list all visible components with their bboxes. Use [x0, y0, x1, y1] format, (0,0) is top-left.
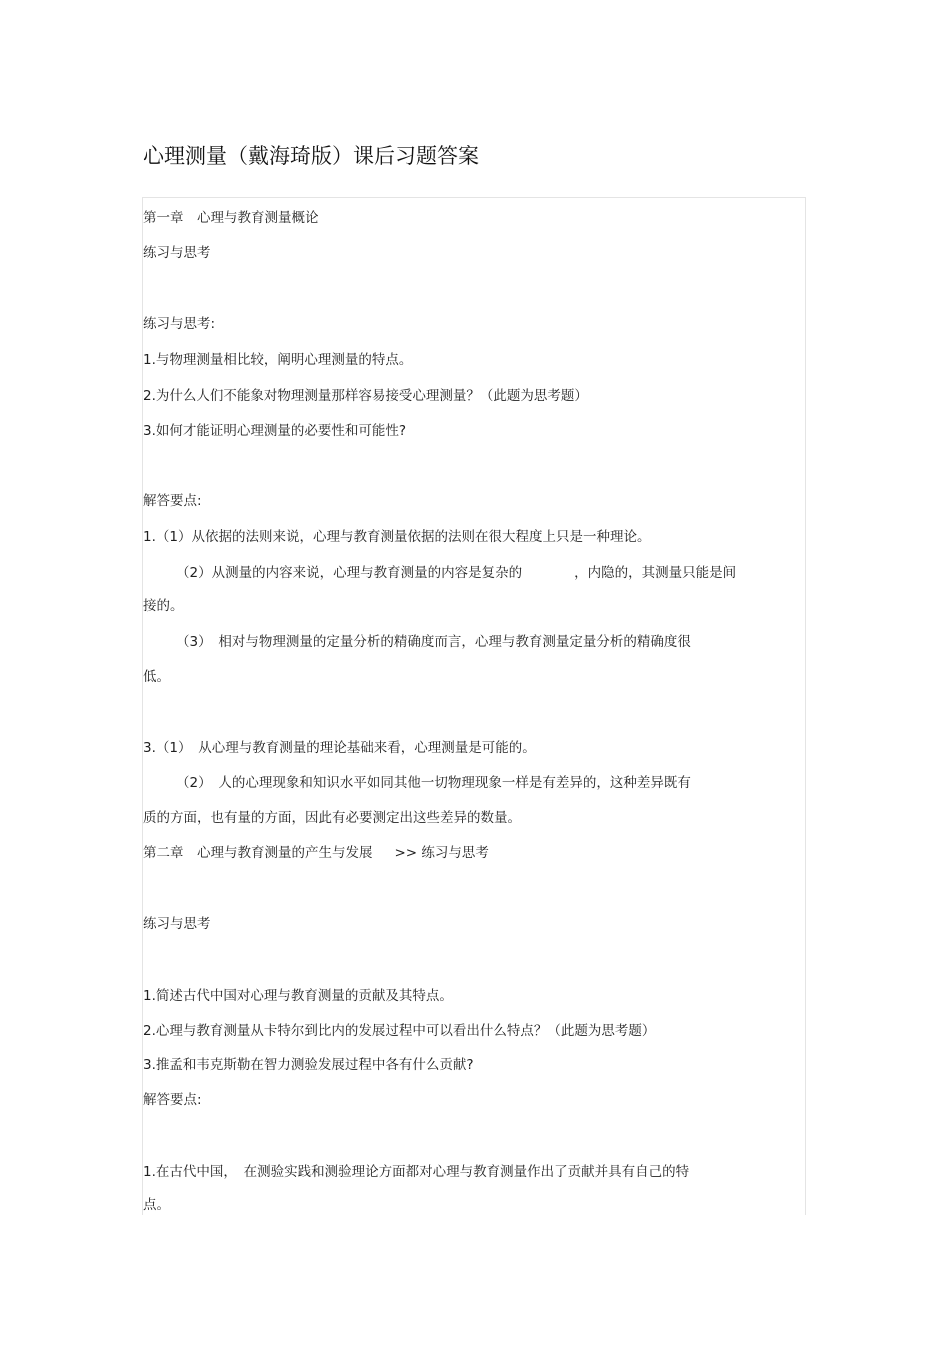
chapter2-subheading: 练习与思考: [143, 916, 211, 932]
chapter1-question-1: 1.与物理测量相比较，阐明心理测量的特点。: [143, 352, 413, 368]
chapter2-question-3: 3.推孟和韦克斯勒在智力测验发展过程中各有什么贡献?: [143, 1057, 474, 1073]
chapter1-answer-label: 解答要点:: [143, 493, 202, 509]
chapter1-answer1-part3-cont: 低。: [143, 669, 170, 685]
chapter1-exercise-label: 练习与思考:: [143, 316, 216, 332]
chapter1-answer1-part2-a: （2）从测量的内容来说，心理与教育测量的内容是复杂的: [176, 565, 523, 581]
chapter1-answer1-part2: [176, 563, 736, 583]
document-title: 心理测量（戴海琦版）课后习题答案: [143, 144, 479, 168]
chapter2-answer1: 1.在古代中国， 在测验实践和测验理论方面都对心理与教育测量作出了贡献并具有自己的特: [143, 1164, 690, 1180]
chapter2-heading: 第二章 心理与教育测量的产生与发展: [143, 845, 373, 861]
chapter1-answer1-part1: 1.（1）从依据的法则来说，心理与教育测量依据的法则在很大程度上只是一种理论。: [143, 529, 651, 545]
chapter2-question-2: 2.心理与教育测量从卡特尔到比内的发展过程中可以看出什么特点？（此题为思考题）: [143, 1023, 656, 1039]
chapter1-answer1-part2-b: ，内隐的，其测量只能是间: [574, 565, 737, 581]
chapter2-heading-row: [143, 843, 489, 863]
chapter1-answer1-part3: （3） 相对与物理测量的定量分析的精确度而言，心理与教育测量定量分析的精确度很: [176, 634, 691, 650]
chapter2-answer-label: 解答要点:: [143, 1092, 202, 1108]
chapter1-answer1-part2-cont: 接的。: [143, 598, 184, 614]
chapter1-question-3: 3.如何才能证明心理测量的必要性和可能性?: [143, 423, 407, 439]
chapter1-answer3-part2-cont: 质的方面，也有量的方面，因此有必要测定出这些差异的数量。: [143, 810, 521, 826]
chapter1-subheading: 练习与思考: [143, 245, 211, 261]
chapter1-answer3-part2: （2） 人的心理现象和知识水平如同其他一切物理现象一样是有差异的，这种差异既有: [176, 775, 691, 791]
chapter1-heading: 第一章 心理与教育测量概论: [143, 210, 319, 226]
chapter2-answer1-cont: 点。: [143, 1197, 170, 1213]
chapter2-question-1: 1.简述古代中国对心理与教育测量的贡献及其特点。: [143, 988, 453, 1004]
chapter1-answer3-part1: 3.（1） 从心理与教育测量的理论基础来看，心理测量是可能的。: [143, 740, 536, 756]
chapter2-heading-suffix: >> 练习与思考: [394, 845, 489, 861]
chapter1-question-2: 2.为什么人们不能象对物理测量那样容易接受心理测量？（此题为思考题）: [143, 388, 588, 404]
